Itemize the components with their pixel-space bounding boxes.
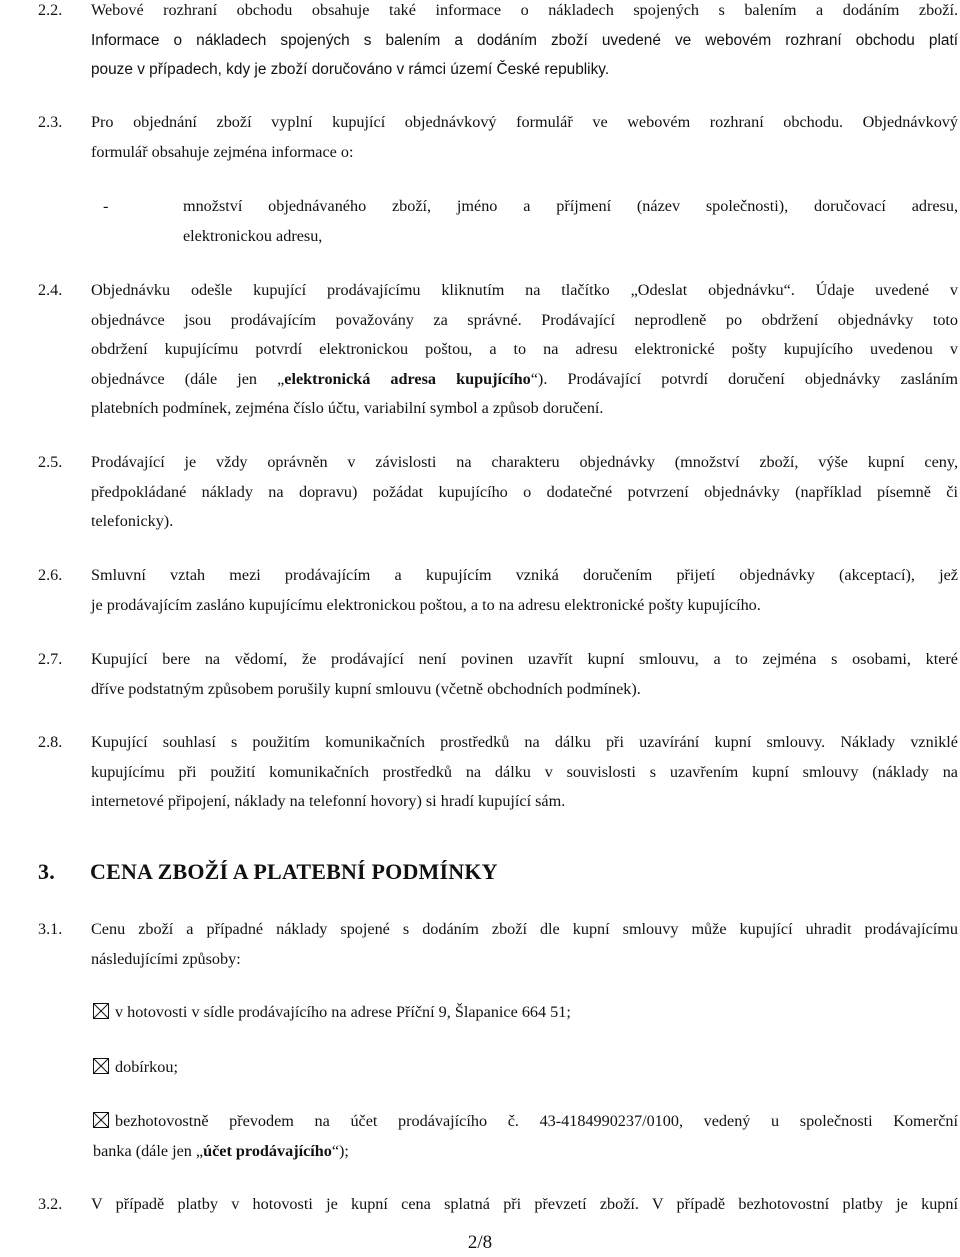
clause-text bbox=[91, 728, 958, 817]
clause-line: obdržení kupujícímu potvrdí elektronickou poštou, a to na adresu elektronické pošty kupujícího uvedenou v bbox=[91, 340, 958, 358]
clause-number: 3.1. bbox=[38, 920, 63, 938]
payment-option-transfer bbox=[93, 1107, 958, 1166]
clause-line: Pro objednání zboží vyplní kupující objednávkový formulář ve webovém rozhraní obchodu. Objednávkový bbox=[91, 113, 958, 131]
clause-line: objednávce jsou prodávajícím považovány za správné. Prodávající neprodleně po obdržení objednávky toto bbox=[91, 310, 958, 329]
clause-2-3 bbox=[38, 108, 958, 167]
option-label: bezhotovostně převodem na účet prodávajícího č. 43-4184990237/0100, vedený u společnosti Komerční bbox=[115, 1112, 958, 1130]
clause-line: kupujícímu při použití komunikačních prostředků na dálku v souvislosti s uzavřením kupní smlouvy (náklady na bbox=[91, 762, 958, 781]
option-label: dobírkou; bbox=[115, 1058, 178, 1076]
clause-line: Kupující bere na vědomí, že prodávající není povinen uzavřít kupní smlouvu, a to zejména s osobami, které bbox=[91, 650, 958, 668]
clause-3-2 bbox=[38, 1190, 958, 1220]
defined-term: účet prodávajícího bbox=[203, 1141, 332, 1160]
clause-2-8 bbox=[38, 728, 958, 817]
clause-line: je prodávajícím zasláno kupujícímu elektronickou poštou, a to na adresu elektronické pošty kupujícího. bbox=[91, 595, 761, 614]
clause-line: Smluvní vztah mezi prodávajícím a kupujícím vzniká doručením přijetí objednávky (akceptací), jež bbox=[91, 566, 958, 584]
clause-2-7 bbox=[38, 645, 958, 704]
text-run: “). Prodávající potvrdí doručení objednávky zasláním bbox=[530, 369, 958, 388]
payment-option-cash bbox=[93, 998, 958, 1028]
checked-box-icon bbox=[93, 1003, 109, 1019]
clause-2-2 bbox=[38, 0, 958, 85]
option-line bbox=[93, 1137, 958, 1167]
bullet-item bbox=[38, 192, 958, 251]
clause-number: 2.5. bbox=[38, 453, 63, 471]
clause-line: pouze v případech, kdy je zboží doručováno v rámci území České republiky. bbox=[91, 61, 610, 78]
clause-text bbox=[91, 561, 958, 620]
clause-text bbox=[91, 108, 958, 167]
clause-number: 2.2. bbox=[38, 1, 63, 19]
clause-text bbox=[91, 915, 958, 974]
page-number: 2/8 bbox=[467, 1232, 493, 1253]
bullet-dash: - bbox=[103, 197, 109, 215]
clause-line: V případě platby v hotovosti je kupní cena splatná při převzetí zboží. V případě bezhotovostní platby je kupní bbox=[91, 1195, 958, 1213]
text-run: “); bbox=[331, 1141, 349, 1160]
section-title: CENA ZBOŽÍ A PLATEBNÍ PODMÍNKY bbox=[90, 859, 498, 884]
clause-line: následujícími způsoby: bbox=[91, 949, 241, 968]
clause-number: 2.3. bbox=[38, 113, 63, 131]
defined-term: elektronická adresa kupujícího bbox=[284, 369, 531, 388]
clause-line: formulář obsahuje zejména informace o: bbox=[91, 142, 354, 161]
clause-line: dříve podstatným způsobem porušily kupní smlouvu (včetně obchodních podmínek). bbox=[91, 679, 641, 698]
bullet-line: elektronickou adresu, bbox=[183, 226, 323, 245]
clause-2-6 bbox=[38, 561, 958, 620]
clause-line: Informace o nákladech spojených s balením a dodáním zboží uvedené ve webovém rozhraní obchodu platí bbox=[91, 31, 958, 49]
clause-line: internetové připojení, náklady na telefonní hovory) si hradí kupující sám. bbox=[91, 792, 566, 810]
clause-number: 3.2. bbox=[38, 1195, 63, 1213]
clause-2-5 bbox=[38, 448, 958, 537]
clause-number: 2.7. bbox=[38, 650, 63, 668]
clause-text bbox=[91, 0, 958, 85]
clause-text bbox=[91, 276, 958, 424]
clause-line: předpokládané náklady na dopravu) požádat kupujícího o dodatečné potvrzení objednávky (například písemně či bbox=[91, 482, 958, 501]
section-number: 3. bbox=[38, 859, 55, 884]
checked-box-icon bbox=[93, 1058, 109, 1074]
text-run: objednávce (dále jen „ bbox=[91, 369, 285, 388]
clause-text bbox=[91, 448, 958, 537]
clause-line: Cenu zboží a případné náklady spojené s dodáním zboží dle kupní smlouvy může kupující uhradit prodávajícímu bbox=[91, 920, 958, 938]
payment-option-cod bbox=[93, 1053, 958, 1083]
clause-number: 2.6. bbox=[38, 566, 63, 584]
section-heading bbox=[38, 859, 498, 885]
option-label: v hotovosti v sídle prodávajícího na adrese Příční 9, Šlapanice 664 51; bbox=[115, 1003, 571, 1021]
clause-line bbox=[91, 365, 958, 395]
clause-line: Objednávku odešle kupující prodávajícímu kliknutím na tlačítko „Odeslat objednávku“. Údaje uvedené v bbox=[91, 281, 958, 299]
option-line bbox=[93, 1107, 958, 1137]
clause-line: platebních podmínek, zejména číslo účtu, variabilní symbol a způsob doručení. bbox=[91, 399, 604, 417]
clause-3-1 bbox=[38, 915, 958, 974]
bullet-text bbox=[183, 192, 958, 251]
clause-line: Kupující souhlasí s použitím komunikačních prostředků na dálku při uzavírání kupní smlouvy. Náklady vzniklé bbox=[91, 733, 958, 751]
clause-2-4 bbox=[38, 276, 958, 424]
clause-text bbox=[91, 645, 958, 704]
checked-box-icon bbox=[93, 1112, 109, 1128]
clause-number: 2.8. bbox=[38, 733, 63, 751]
clause-text bbox=[91, 1190, 958, 1220]
clause-line: telefonicky). bbox=[91, 512, 174, 530]
clause-line: Webové rozhraní obchodu obsahuje také informace o nákladech spojených s balením a dodáním zboží. bbox=[91, 1, 958, 19]
clause-number: 2.4. bbox=[38, 281, 63, 299]
bullet-line: množství objednávaného zboží, jméno a příjmení (název společnosti), doručovací adresu, bbox=[183, 197, 958, 215]
clause-line: Prodávající je vždy oprávněn v závislosti na charakteru objednávky (množství zboží, výše kupní ceny, bbox=[91, 453, 958, 471]
text-run: banka (dále jen „ bbox=[93, 1141, 204, 1160]
